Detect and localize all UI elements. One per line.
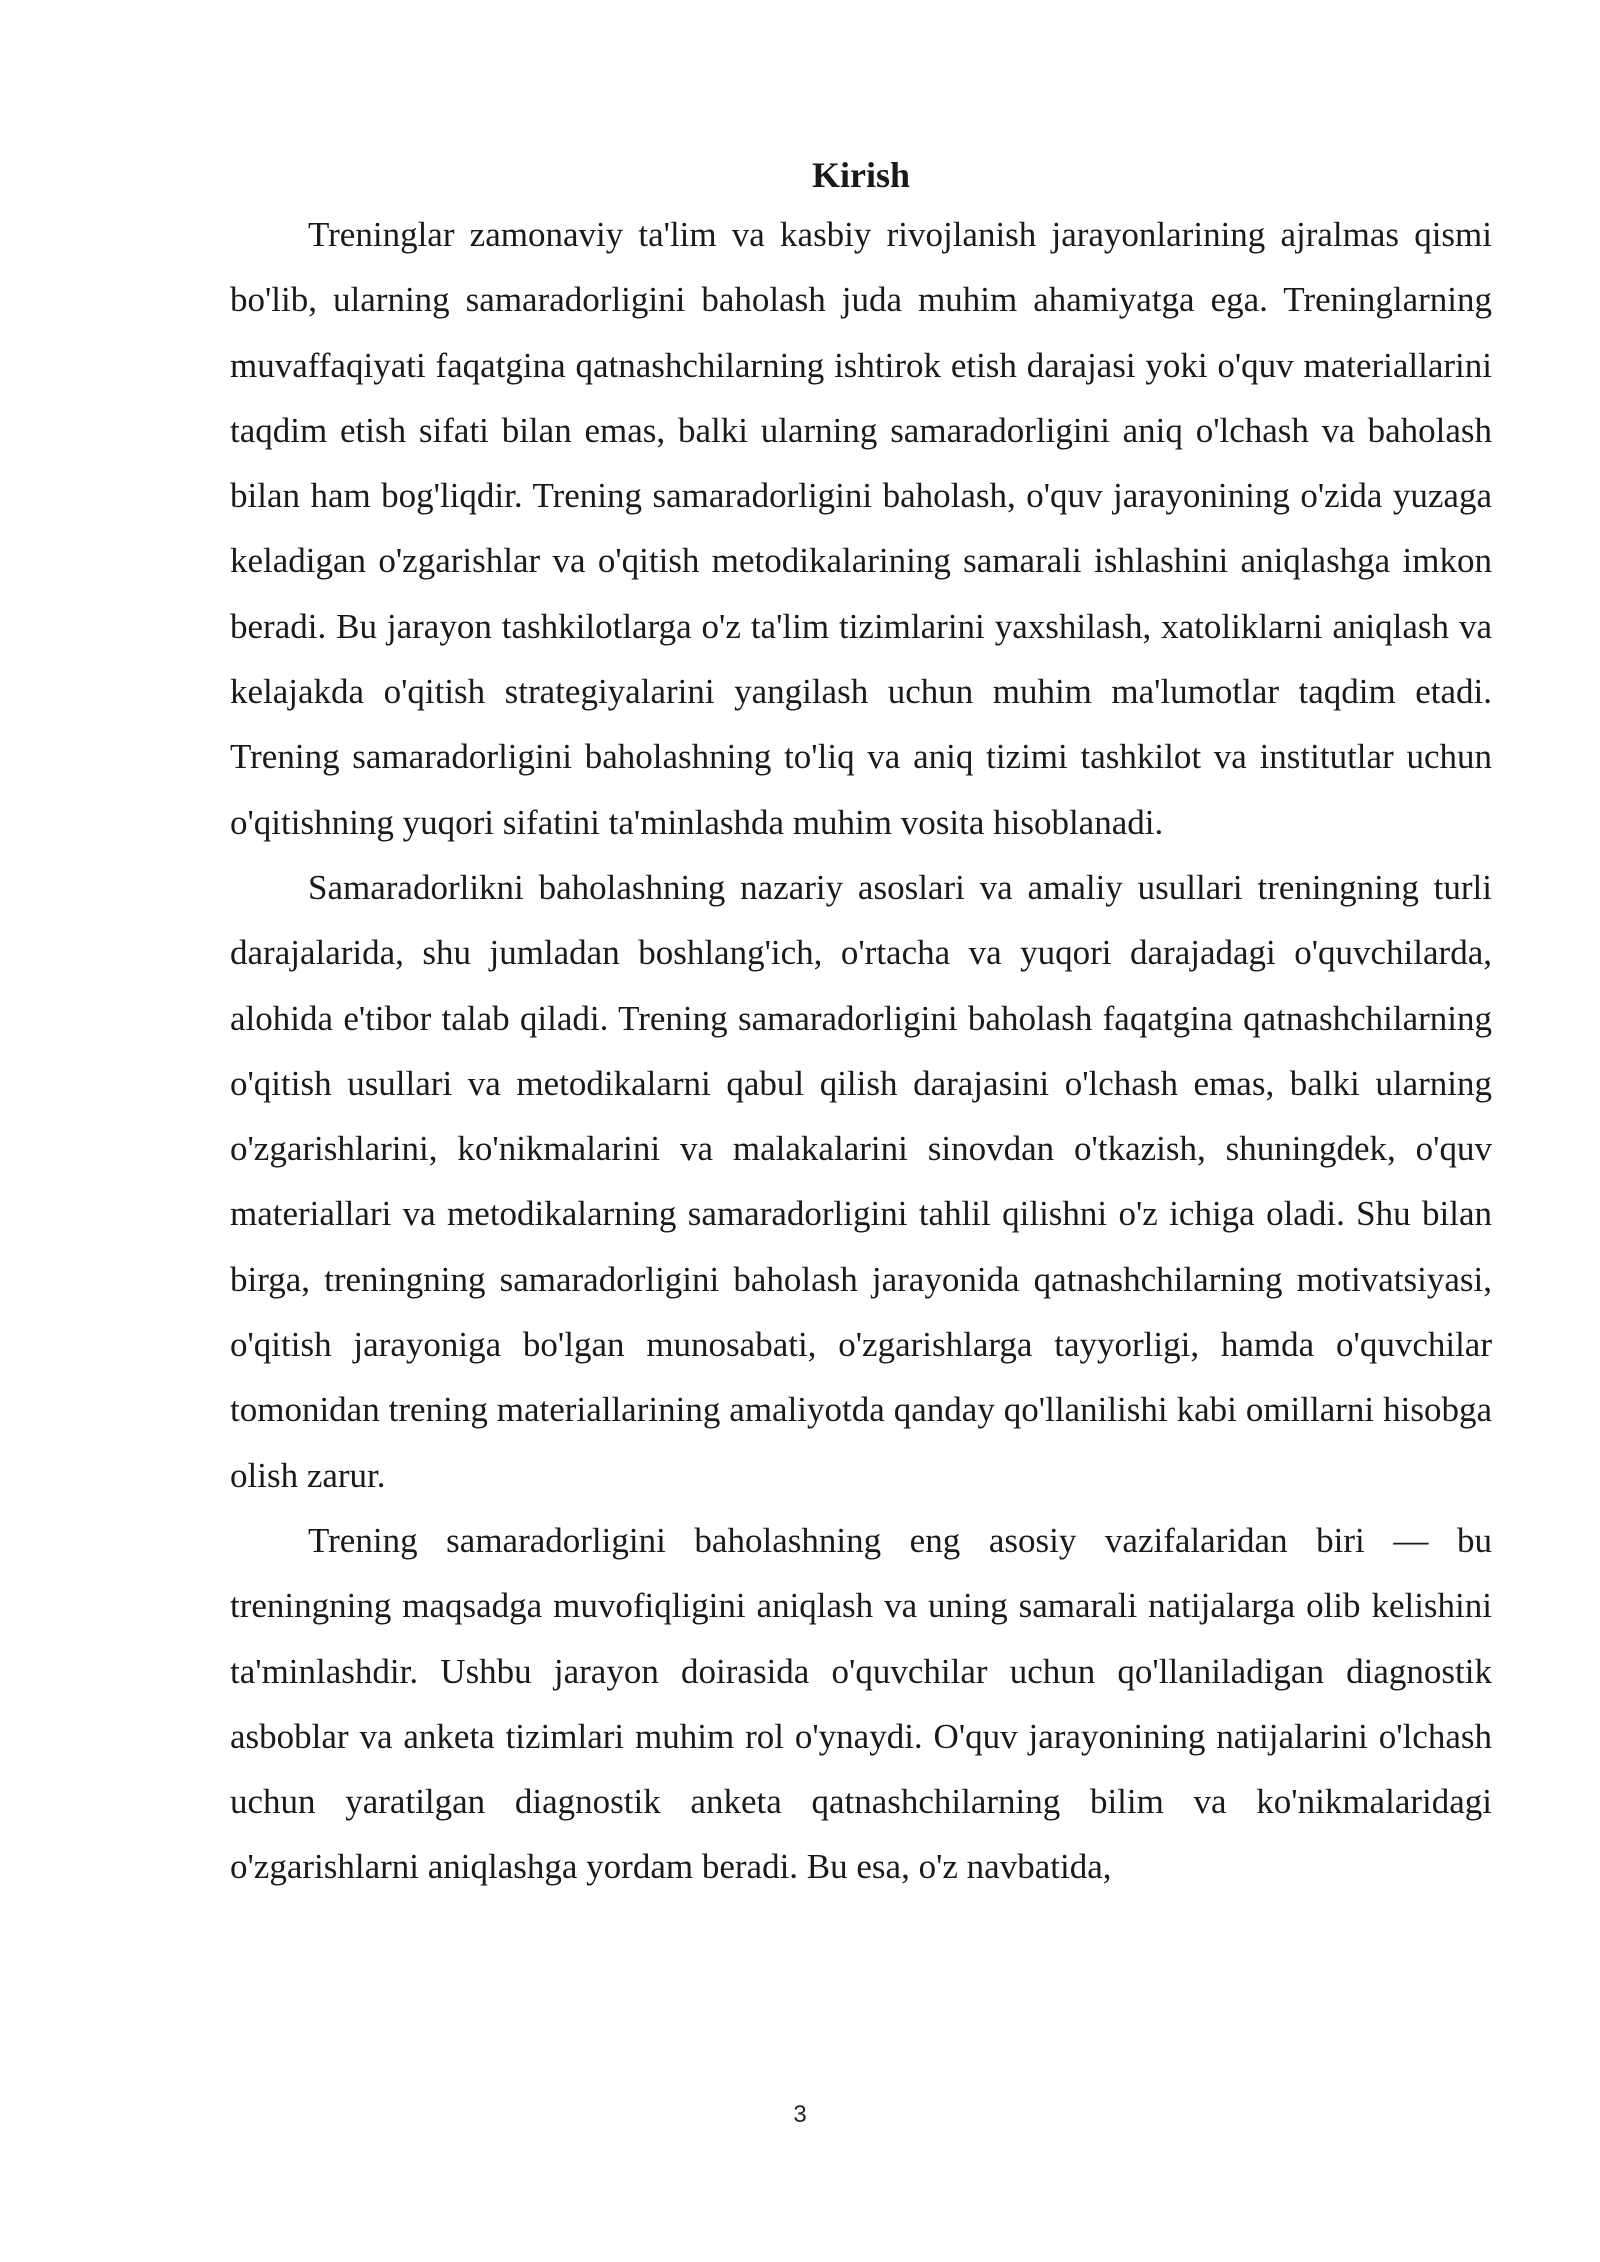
paragraph-1: Treninglar zamonaviy ta'lim va kasbiy rivojlanish jarayonlarining ajralmas qismi bo'lib, ularning samaradorligini baholash juda muhim ahamiyatga ega. Treninglarning muvaffaqiyati faqatgina qatnashchilarning ishtirok etish darajasi yoki o'quv materiallarini taqdim etish sifati bilan emas, balki ularning samaradorligini aniq o'lchash va baholash bilan ham bog'liqdir. Trening samaradorligini baholash, o'quv jarayonining o'zida yuzaga keladigan o'zgarishlar va o'qitish metodikalarining samarali ishlashini aniqlashga imkon beradi. Bu jarayon tashkilotlarga o'z ta'lim tizimlarini yaxshilash, xatoliklarni aniqlash va kelajakda o'qitish strategiyalarini yangilash uchun muhim ma'lumotlar taqdim etadi. Trening samaradorligini baholashning to'liq va aniq tizimi tashkilot va institutlar uchun o'qitishning yuqori sifatini ta'minlashda muhim vosita hisoblanadi. (230, 215, 1492, 842)
section-heading: Kirish (811, 155, 910, 195)
page-number: 3 (793, 2101, 807, 2128)
paragraph-3: Trening samaradorligini baholashning eng asosiy vazifalaridan biri — bu treningning maqsadga muvofiqligini aniqlash va uning samarali natijalarga olib kelishini ta'minlashdir. Ushbu jarayon doirasida o'quvchilar uchun qo'llaniladigan diagnostik asboblar va anketa tizimlari muhim rol o'ynaydi. O'quv jarayonining natijalarini o'lchash uchun yaratilgan diagnostik anketa qatnashchilarning bilim va ko'nikmalaridagi o'zgarishlarni aniqlashga yordam beradi. Bu esa, o'z navbatida, (230, 1520, 1492, 1887)
paragraph-2: Samaradorlikni baholashning nazariy asoslari va amaliy usullari treningning turli darajalarida, shu jumladan boshlang'ich, o'rtacha va yuqori darajadagi o'quvchilarda, alohida e'tibor talab qiladi. Trening samaradorligini baholash faqatgina qatnashchilarning o'qitish usullari va metodikalarni qabul qilish darajasini o'lchash emas, balki ularning o'zgarishlarini, ko'nikmalarini va malakalarini sinovdan o'tkazish, shuningdek, o'quv materiallari va metodikalarning samaradorligini tahlil qilishni o'z ichiga oladi. Shu bilan birga, treningning samaradorligini baholash jarayonida qatnashchilarning motivatsiyasi, o'qitish jarayoniga bo'lgan munosabati, o'zgarishlarga tayyorligi, hamda o'quvchilar tomonidan trening materiallarining amaliyotda qanday qo'llanilishi kabi omillarni hisobga olish zarur. (230, 867, 1492, 1495)
page-body (230, 148, 1492, 1900)
